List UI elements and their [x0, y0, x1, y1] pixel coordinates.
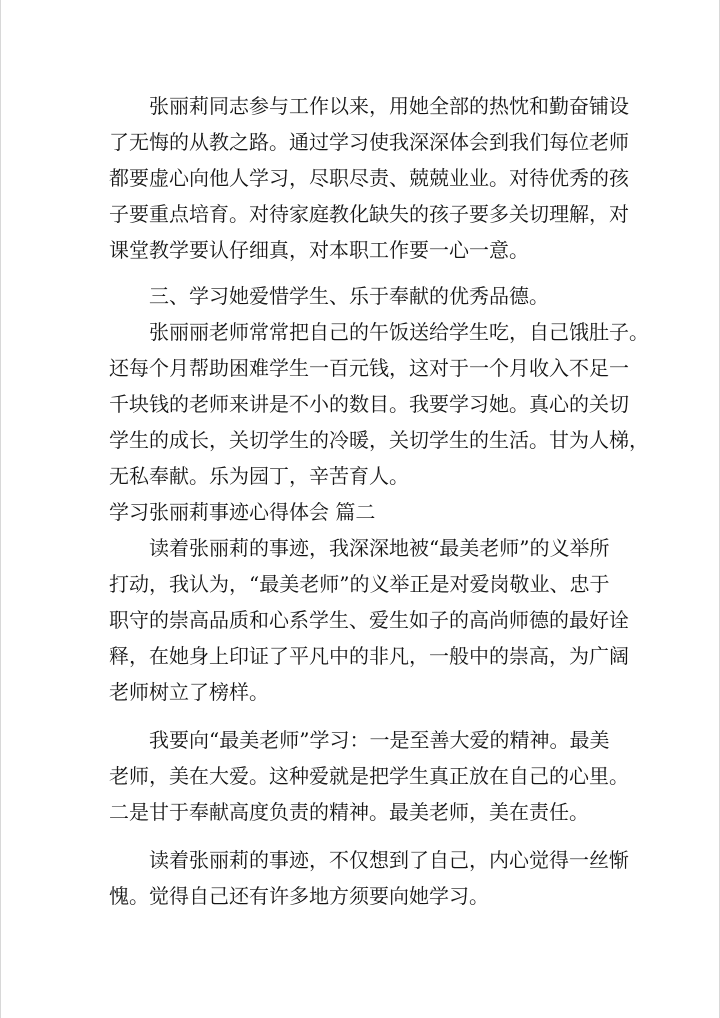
paragraph-line: 老师树立了榜样。 [109, 680, 269, 704]
paragraph-line: 张丽莉同志参与工作以来，用她全部的热忱和勤奋铺设 [149, 94, 629, 118]
paragraph-line: 无私奉献。乐为园丁，辛苦育人。 [109, 464, 409, 488]
paragraph-line: 张丽丽老师常常把自己的午饭送给学生吃，自己饿肚子。 [149, 320, 649, 344]
article-title: 学习张丽莉事迹心得体会 篇二 [109, 500, 376, 524]
paragraph-line: 老师，美在大爱。这种爱就是把学生真正放在自己的心里。 [109, 764, 629, 788]
paragraph-line: 子要重点培育。对待家庭教化缺失的孩子要多关切理解，对 [109, 202, 629, 226]
paragraph-line: 释，在她身上印证了平凡中的非凡，一般中的崇高，为广阔 [109, 644, 629, 668]
paragraph-line: 了无悔的从教之路。通过学习使我深深体会到我们每位老师 [109, 130, 629, 154]
paragraph-line: 都要虚心向他人学习，尽职尽责、兢兢业业。对待优秀的孩 [109, 166, 629, 190]
paragraph-line: 读着张丽莉的事迹，不仅想到了自己，内心觉得一丝惭 [149, 848, 629, 872]
paragraph-line: 愧。觉得自己还有许多地方须要向她学习。 [109, 884, 489, 908]
paragraph-line: 学生的成长，关切学生的冷暖，关切学生的生活。甘为人梯， [109, 428, 649, 452]
paragraph-line: 读着张丽莉的事迹，我深深地被“最美老师”的义举所 [149, 536, 610, 560]
paragraph-line: 千块钱的老师来讲是不小的数目。我要学习她。真心的关切 [109, 392, 629, 416]
paragraph-line: 我要向“最美老师”学习：一是至善大爱的精神。最美 [149, 728, 610, 752]
paragraph-line: 打动，我认为，“最美老师”的义举正是对爱岗敬业、忠于 [109, 572, 610, 596]
paragraph-line: 课堂教学要认仔细真，对本职工作要一心一意。 [109, 238, 529, 262]
paragraph-line: 二是甘于奉献高度负责的精神。最美老师，美在责任。 [109, 800, 589, 824]
paragraph-line: 职守的崇高品质和心系学生、爱生如子的高尚师德的最好诠 [109, 608, 629, 632]
paragraph-line: 还每个月帮助困难学生一百元钱，这对于一个月收入不足一 [109, 356, 629, 380]
section-heading: 三、学习她爱惜学生、乐于奉献的优秀品德。 [149, 284, 549, 308]
